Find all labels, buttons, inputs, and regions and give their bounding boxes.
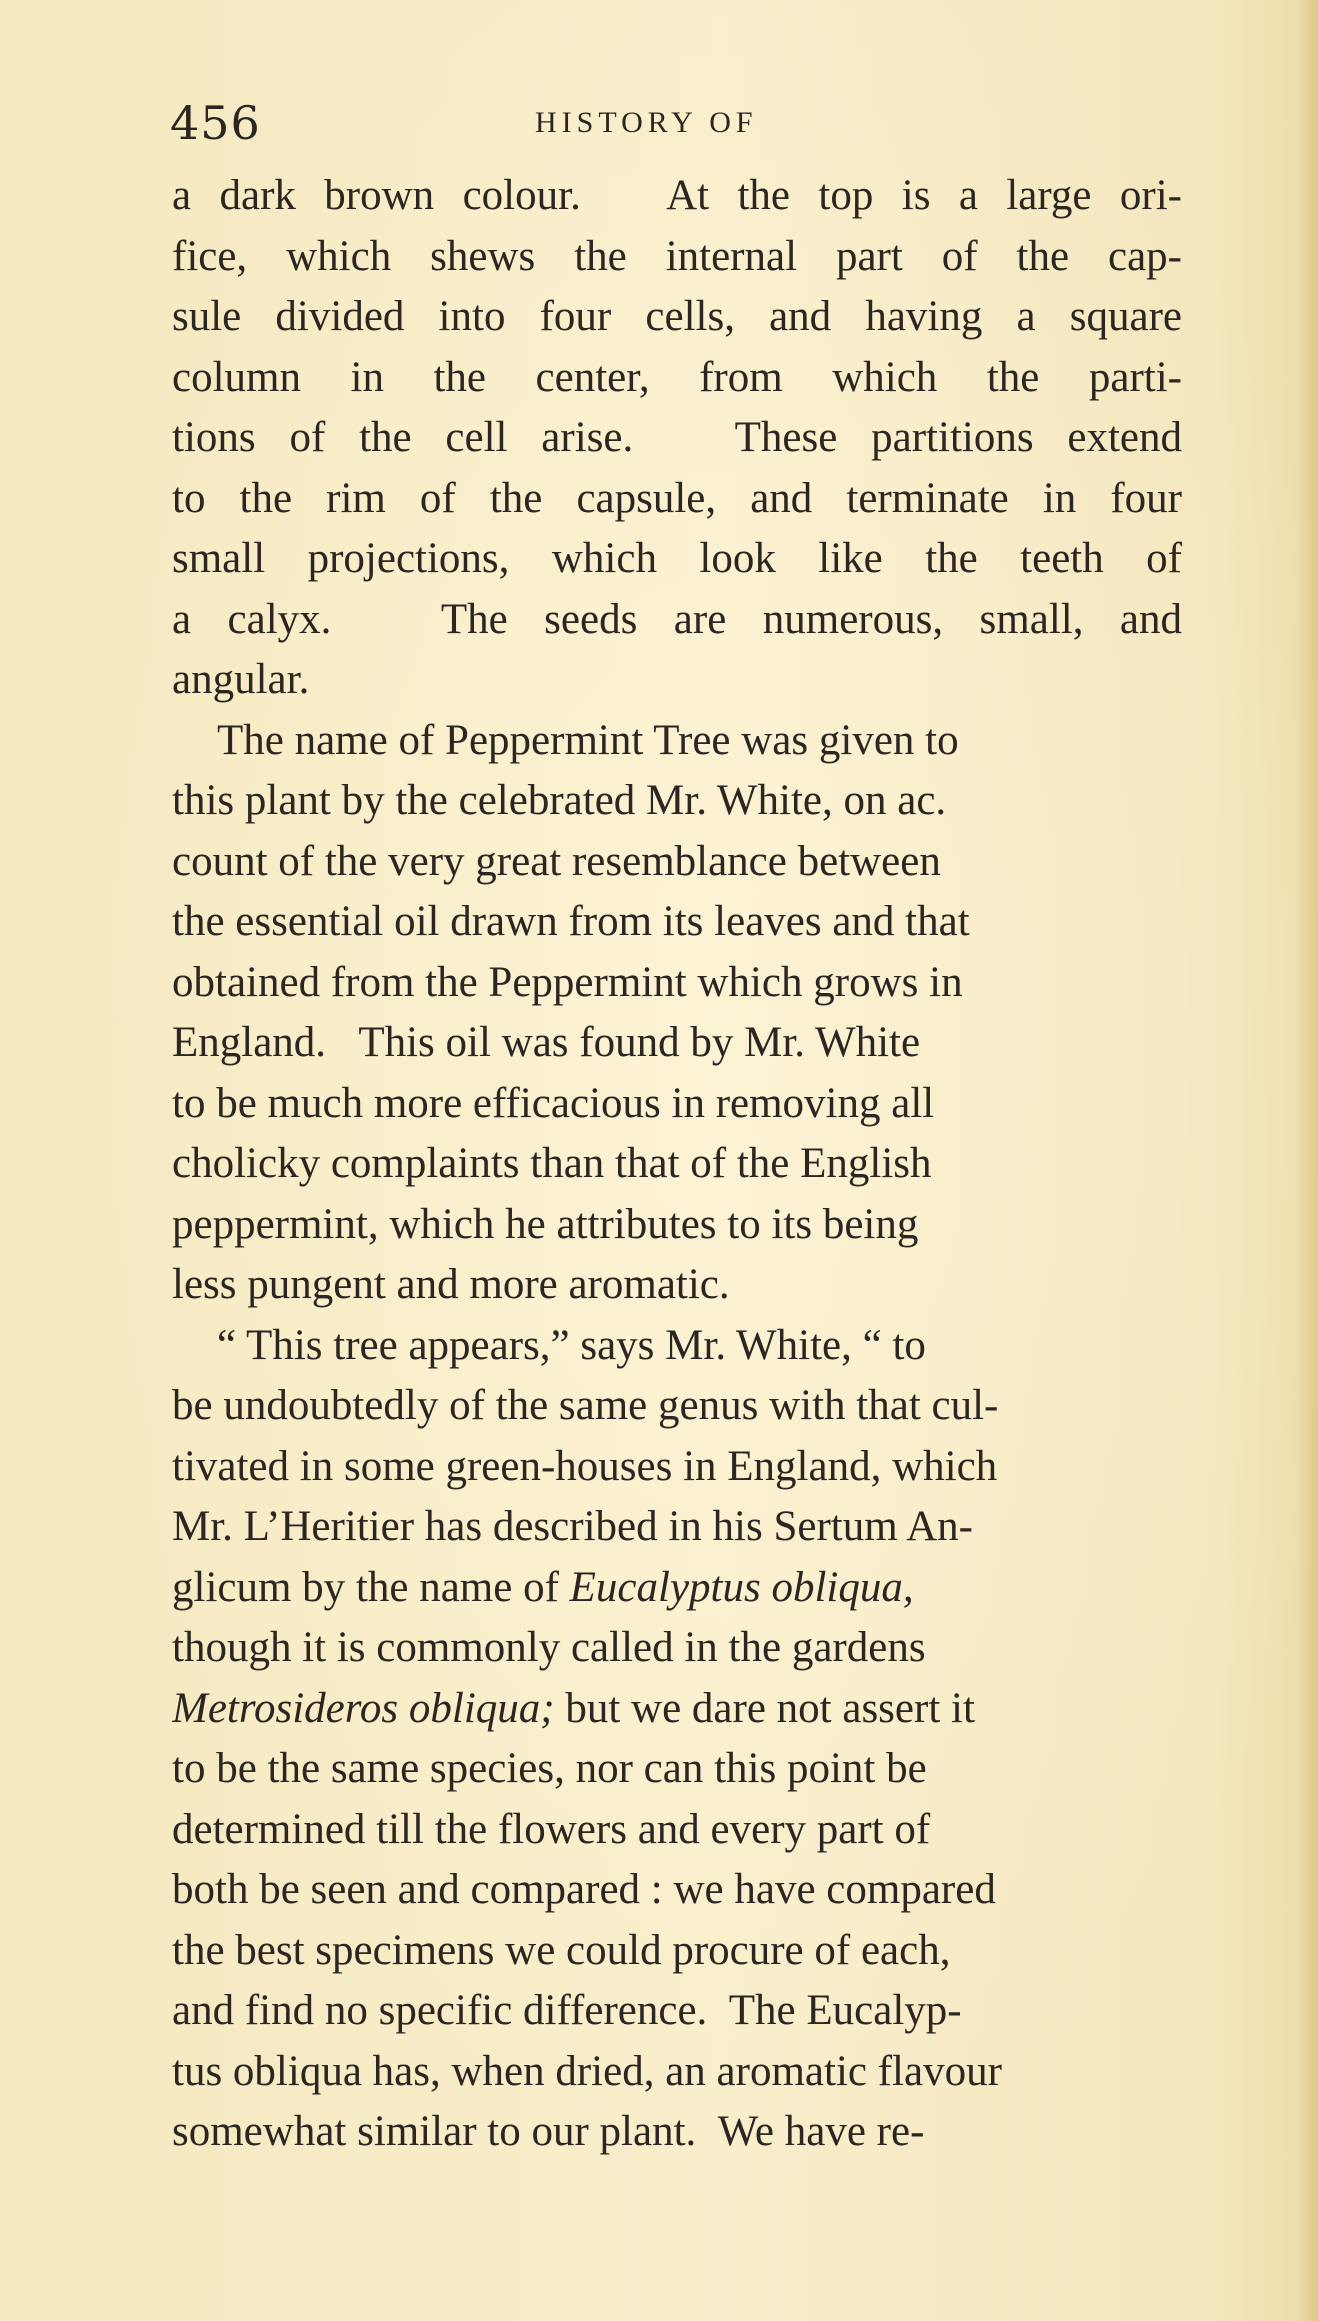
- text-line: angular.: [172, 656, 310, 703]
- text-line: cholicky complaints than that of the English: [172, 1140, 932, 1187]
- text-line: column in the center, from which the parti-: [172, 353, 1182, 401]
- text-line: somewhat similar to our plant. We have re-: [172, 2108, 925, 2155]
- text-line: a dark brown colour. At the top is a large ori-: [172, 172, 1182, 219]
- text-line: obtained from the Peppermint which grows in: [172, 958, 963, 1006]
- text-line: and find no specific difference. The Eucalyp-: [172, 1987, 962, 2034]
- text-line: this plant by the celebrated Mr. White, on ac.: [172, 777, 947, 824]
- text-line: the best specimens we could procure of each,: [172, 1926, 951, 1974]
- text-line: to be the same species, nor can this point be: [172, 1745, 927, 1792]
- page-header: [170, 96, 1180, 156]
- page-number: 456: [170, 96, 261, 150]
- text-line: tus obliqua has, when dried, an aromatic flavour: [172, 2047, 1002, 2095]
- text-line: glicum by the name of Eucalyptus obliqua,: [172, 1563, 914, 1611]
- text-line: England. This oil was found by Mr. White: [172, 1019, 921, 1066]
- text-line: less pungent and more aromatic.: [172, 1261, 730, 1308]
- text-line: Mr. L’Heritier has described in his Sertum An-: [172, 1503, 973, 1550]
- text-line: to the rim of the capsule, and terminate in four: [172, 474, 1182, 522]
- text-line: peppermint, which he attributes to its being: [172, 1200, 919, 1248]
- text-line: determined till the flowers and every part of: [172, 1805, 931, 1853]
- text-line: a calyx. The seeds are numerous, small, and: [172, 595, 1182, 643]
- paragraph-start-line: “ This tree appears,” says Mr. White, “ to: [217, 1321, 926, 1369]
- text-line: small projections, which look like the teeth of: [172, 535, 1182, 582]
- text-line: Metrosideros obliqua; but we dare not assert it: [172, 1684, 975, 1732]
- page-edge-shadow: [1296, 0, 1318, 2321]
- text-line: both be seen and compared : we have compared: [172, 1866, 996, 1913]
- text-line: sule divided into four cells, and having a square: [172, 293, 1182, 340]
- body-text: [172, 166, 1182, 2163]
- text-line: tions of the cell arise. These partitions extend: [172, 414, 1182, 461]
- text-line: fice, which shews the internal part of the cap-: [172, 232, 1182, 280]
- running-head: HISTORY OF: [535, 106, 758, 139]
- text-line: to be much more efficacious in removing all: [172, 1079, 935, 1127]
- latin-name: Metrosideros obliqua;: [172, 1684, 555, 1732]
- text-line: though it is commonly called in the gardens: [172, 1624, 926, 1671]
- text-line: the essential oil drawn from its leaves and that: [172, 898, 970, 945]
- text-line: count of the very great resemblance between: [172, 837, 941, 885]
- paragraph-start-line: The name of Peppermint Tree was given to: [217, 716, 959, 764]
- latin-name: Eucalyptus obliqua,: [569, 1563, 914, 1611]
- text-line: tivated in some green-houses in England, which: [172, 1442, 998, 1490]
- text-line: be undoubtedly of the same genus with that cul-: [172, 1382, 999, 1429]
